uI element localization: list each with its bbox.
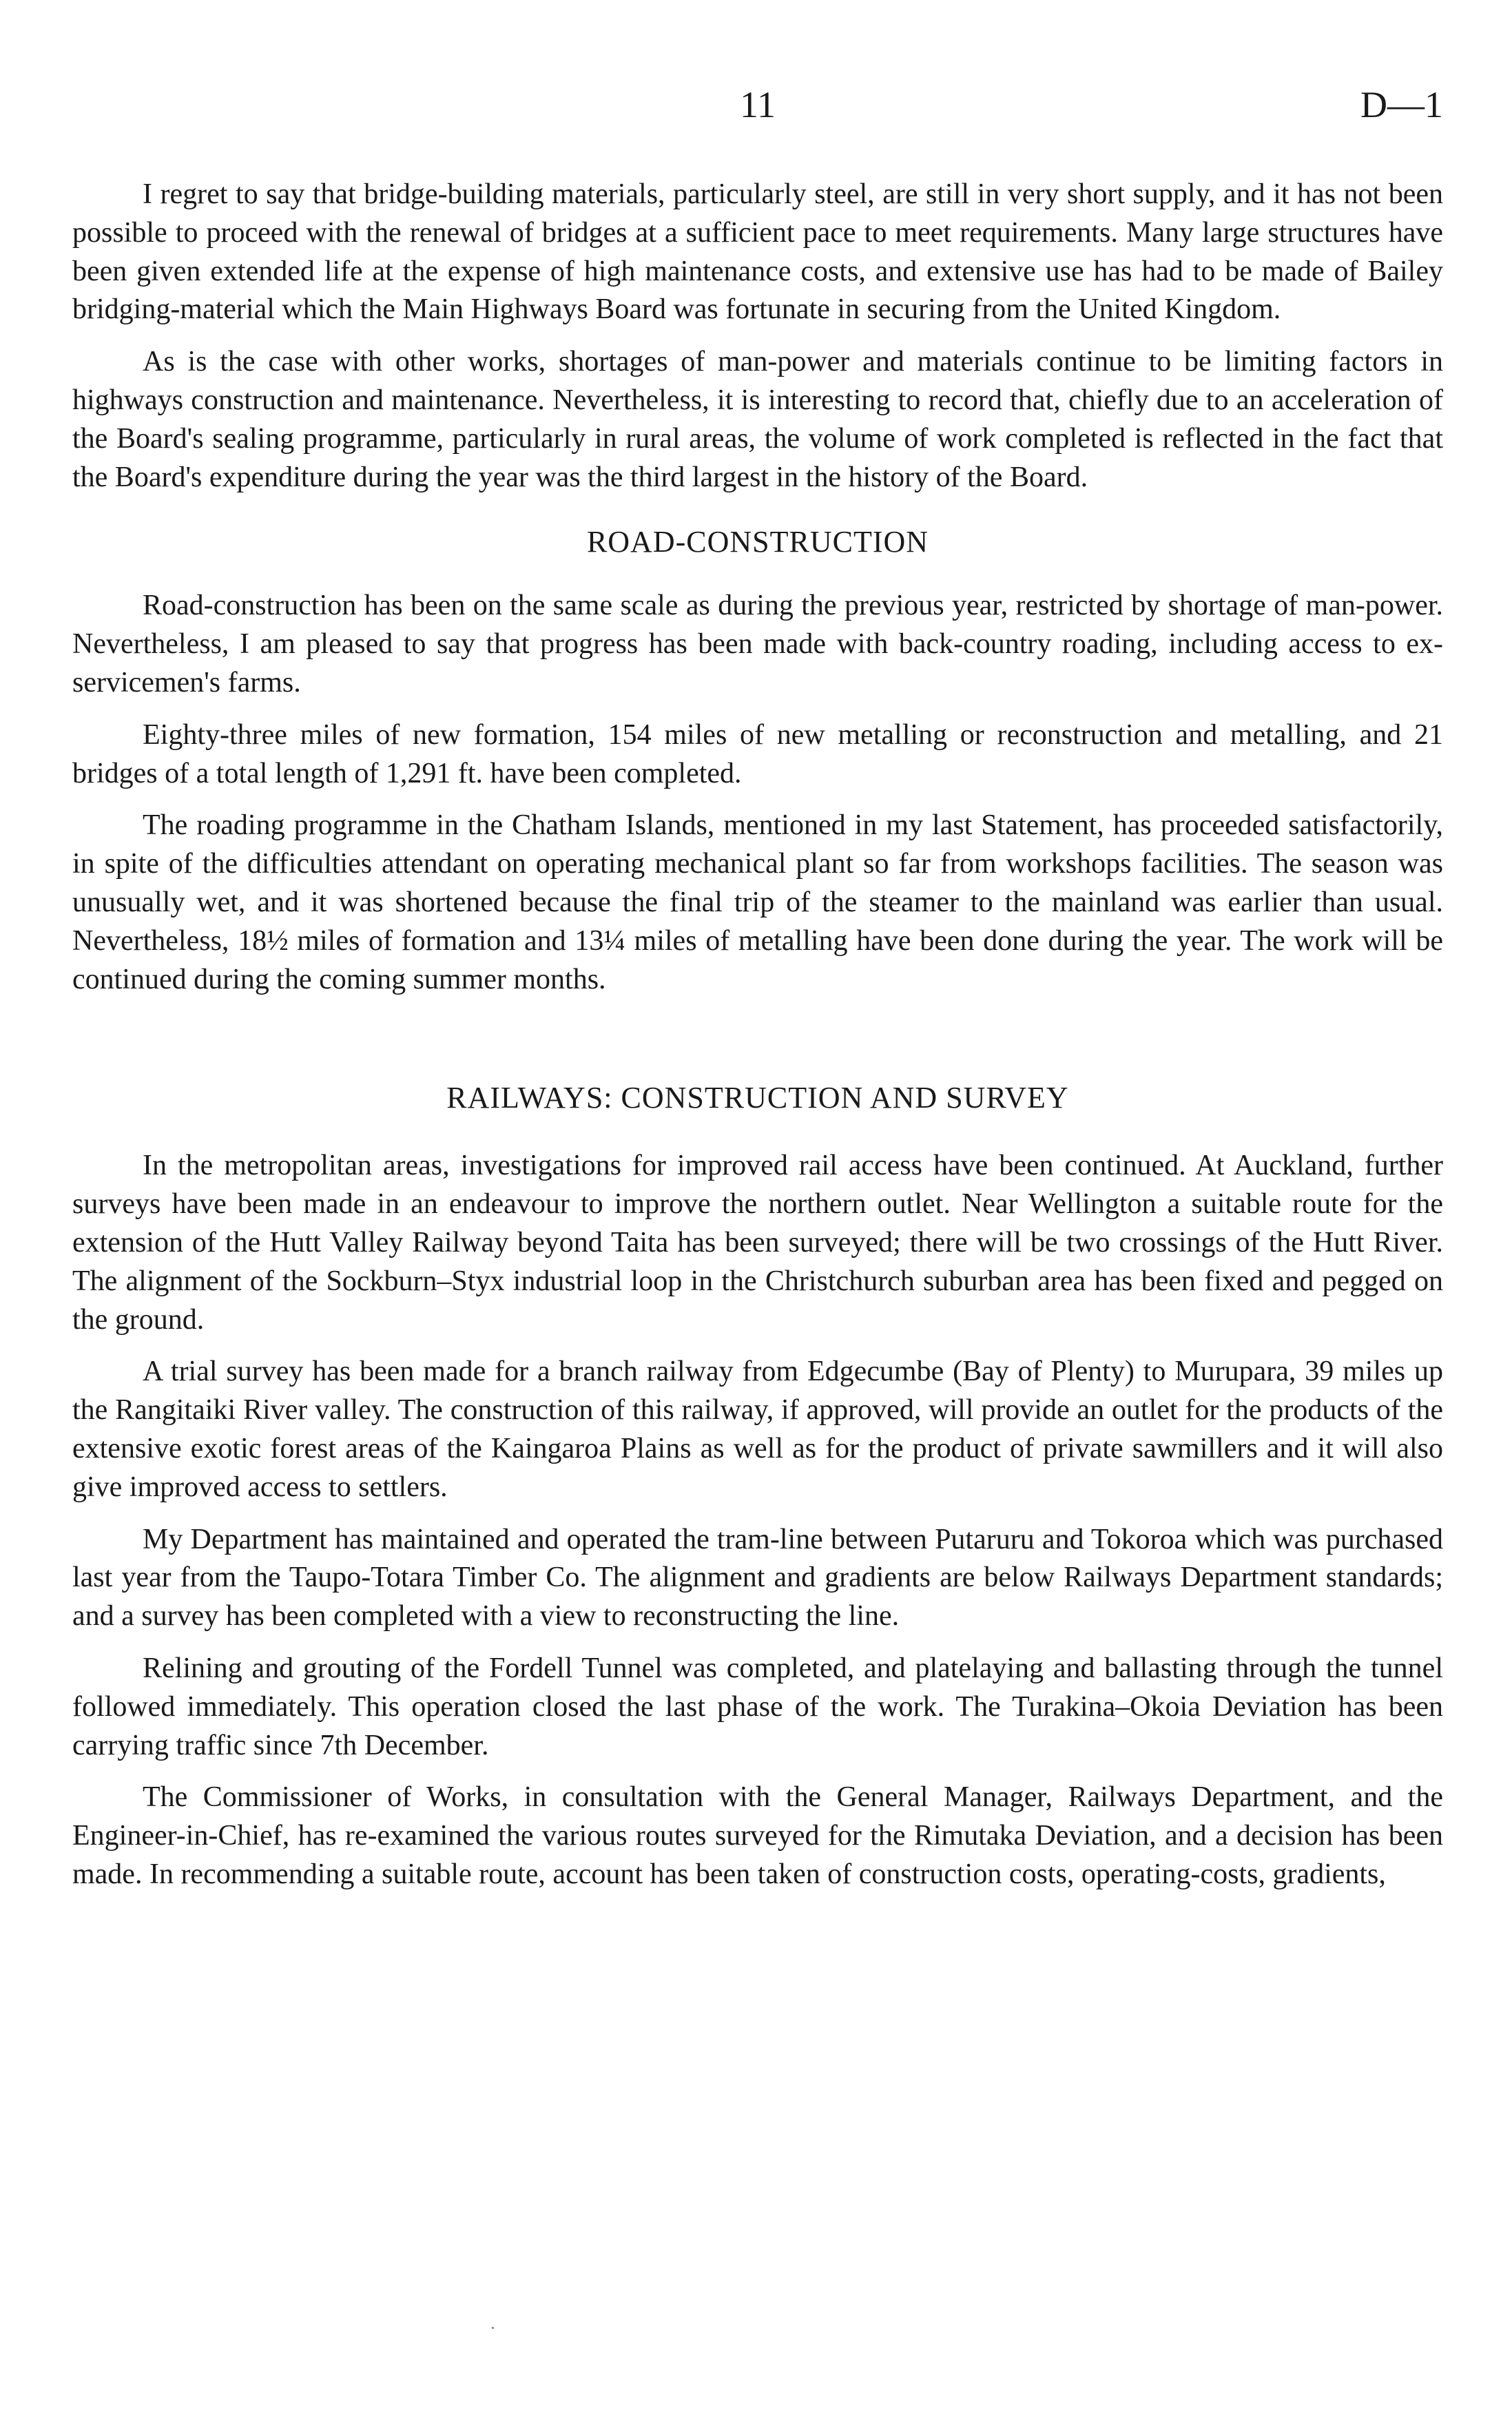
paragraph-murupara-survey: A trial survey has been made for a branch railway from Edgecumbe (Bay of Plenty) to Murupara, 39 miles up the Rangitaiki River valley. The construction of this railway, if approved, will provide an outlet for the products of the extensive exotic forest areas of the Kaingaroa Plains as well as for the product of private sawmillers and it will also give improved access to settlers.: [72, 1356, 1443, 1503]
paragraph-fordell-tunnel: Relining and grouting of the Fordell Tunnel was completed, and platelaying and ballasting through the tunnel followed immediately. This operation closed the last phase of the work. The Turakina–Okoia Deviation has been carrying traffic since 7th December.: [72, 1652, 1443, 1761]
heading-road-construction: ROAD-CONSTRUCTION: [586, 525, 929, 559]
document-code: D—1: [1360, 84, 1443, 125]
paragraph-chatham-islands: The roading programme in the Chatham Islands, mentioned in my last Statement, has proceeded satisfactorily, in spite of the difficulties attendant on operating mechanical plant so far from workshops facilities. The season was unusually wet, and it was shortened because the final trip of the steamer to the mainland was earlier than usual. Nevertheless, 18½ miles of formation and 13¼ miles of metalling have been done during the year. The work will be continued during the coming summer months.: [72, 809, 1443, 995]
paragraph-rimutaka-deviation: The Commissioner of Works, in consultation with the General Manager, Railways Department, and the Engineer-in-Chief, has re-examined the various routes surveyed for the Rimutaka Deviation, and a decision has been made. In recommending a suitable route, account has been taken of construction costs, operating-costs, gradients,: [72, 1781, 1443, 1890]
page-header: [72, 77, 1443, 132]
page-body: [72, 176, 1443, 1908]
paragraph-shortages: As is the case with other works, shortages of man-power and materials continue to be limiting factors in highways construction and maintenance. Nevertheless, it is interesting to record that, chiefly due to an acceleration of the Board's sealing programme, particularly in rural areas, the volume of work completed is reflected in the fact that the Board's expenditure during the year was the third largest in the history of the Board.: [72, 346, 1443, 493]
paragraph-road-construction-scale: Road-construction has been on the same scale as during the previous year, restricted by shortage of man-power. Nevertheless, I am pleased to say that progress has been made with back-country roading, including access to ex-servicemen's farms.: [72, 590, 1443, 698]
paragraph-bridge-materials: I regret to say that bridge-building materials, particularly steel, are still in very short supply, and it has not been possible to proceed with the renewal of bridges at a sufficient pace to meet requirements. Many large structures have been given extended life at the expense of high maintenance costs, and extensive use has had to be made of Bailey bridging-material which the Main Highways Board was fortunate in securing from the United Kingdom.: [72, 178, 1443, 326]
page-speck: [492, 2327, 494, 2329]
paragraph-road-construction-figures: Eighty-three miles of new formation, 154 miles of new metalling or reconstruction and metalling, and 21 bridges of a total length of 1,291 ft. have been completed.: [72, 718, 1443, 789]
paragraph-metropolitan-areas: In the metropolitan areas, investigations for improved rail access have been continued. At Auckland, further surveys have been made in an endeavour to improve the northern outlet. Near Wellington a suitable route for the extension of the Hutt Valley Railway beyond Taita has been surveyed; there will be two crossings of the Hutt River. The alignment of the Sockburn–Styx industrial loop in the Christchurch suburban area has been fixed and pegged on the ground.: [72, 1150, 1443, 1336]
heading-railways: RAILWAYS: CONSTRUCTION AND SURVEY: [446, 1081, 1069, 1115]
paragraph-tram-line: My Department has maintained and operated the tram-line between Putaruru and Tokoroa which was purchased last year from the Taupo-Totara Timber Co. The alignment and gradients are below Railways Department standards; and a survey has been completed with a view to reconstructing the line.: [72, 1523, 1443, 1633]
page-number: 11: [740, 84, 776, 125]
